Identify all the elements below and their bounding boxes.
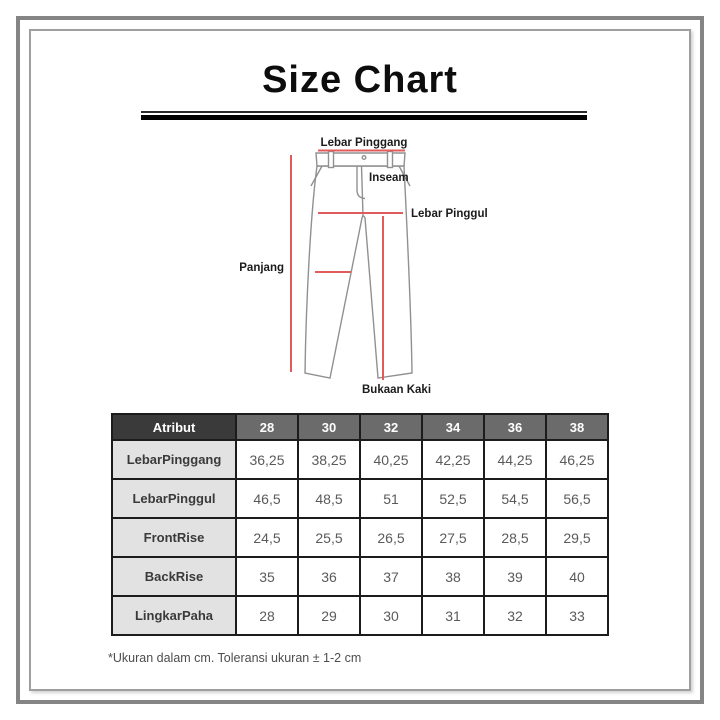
value-cell: 38 (422, 557, 484, 596)
size-table (111, 413, 609, 636)
attribute-column-header: Atribut (112, 414, 236, 440)
pants-diagram (230, 130, 500, 402)
value-cell: 31 (422, 596, 484, 635)
hip-label: Lebar Pinggul (411, 208, 488, 220)
value-cell: 32 (484, 596, 546, 635)
leg-opening-label: Bukaan Kaki (362, 384, 432, 396)
attribute-cell: LebarPinggang (112, 440, 236, 479)
value-cell: 30 (360, 596, 422, 635)
header-row (112, 414, 608, 440)
table-row (112, 518, 608, 557)
value-cell: 29,5 (546, 518, 608, 557)
value-cell: 40,25 (360, 440, 422, 479)
value-cell: 37 (360, 557, 422, 596)
value-cell: 46,5 (236, 479, 298, 518)
value-cell: 27,5 (422, 518, 484, 557)
pants-outline (305, 152, 412, 379)
table-row (112, 440, 608, 479)
size-table-body (112, 440, 608, 635)
value-cell: 28 (236, 596, 298, 635)
value-cell: 35 (236, 557, 298, 596)
size-column-header: 32 (360, 414, 422, 440)
attribute-cell: LebarPinggul (112, 479, 236, 518)
value-cell: 51 (360, 479, 422, 518)
value-cell: 25,5 (298, 518, 360, 557)
table-row (112, 596, 608, 635)
belt-loop-right (388, 152, 393, 168)
value-cell: 38,25 (298, 440, 360, 479)
table-row (112, 479, 608, 518)
value-cell: 48,5 (298, 479, 360, 518)
value-cell: 36,25 (236, 440, 298, 479)
value-cell: 46,25 (546, 440, 608, 479)
waist-label: Lebar Pinggang (320, 137, 408, 149)
value-cell: 26,5 (360, 518, 422, 557)
attribute-cell: FrontRise (112, 518, 236, 557)
size-table-header (112, 414, 608, 440)
length-label: Panjang (239, 262, 284, 274)
value-cell: 52,5 (422, 479, 484, 518)
size-column-header: 38 (546, 414, 608, 440)
value-cell: 36 (298, 557, 360, 596)
size-column-header: 30 (298, 414, 360, 440)
divider-thick-line (141, 115, 587, 120)
footnote: *Ukuran dalam cm. Toleransi ukuran ± 1-2 cm (108, 651, 362, 665)
title-divider (141, 111, 587, 120)
value-cell: 42,25 (422, 440, 484, 479)
attribute-cell: LingkarPaha (112, 596, 236, 635)
inseam-label: Inseam (369, 172, 409, 184)
belt-loop-left (329, 152, 334, 168)
value-cell: 39 (484, 557, 546, 596)
value-cell: 44,25 (484, 440, 546, 479)
table-row (112, 557, 608, 596)
value-cell: 40 (546, 557, 608, 596)
value-cell: 29 (298, 596, 360, 635)
value-cell: 24,5 (236, 518, 298, 557)
attribute-cell: BackRise (112, 557, 236, 596)
value-cell: 54,5 (484, 479, 546, 518)
divider-thin-line (141, 111, 587, 113)
pants-diagram-svg (230, 130, 500, 402)
size-column-header: 34 (422, 414, 484, 440)
size-column-header: 36 (484, 414, 546, 440)
size-column-header: 28 (236, 414, 298, 440)
value-cell: 33 (546, 596, 608, 635)
value-cell: 28,5 (484, 518, 546, 557)
page-title: Size Chart (262, 59, 458, 101)
value-cell: 56,5 (546, 479, 608, 518)
